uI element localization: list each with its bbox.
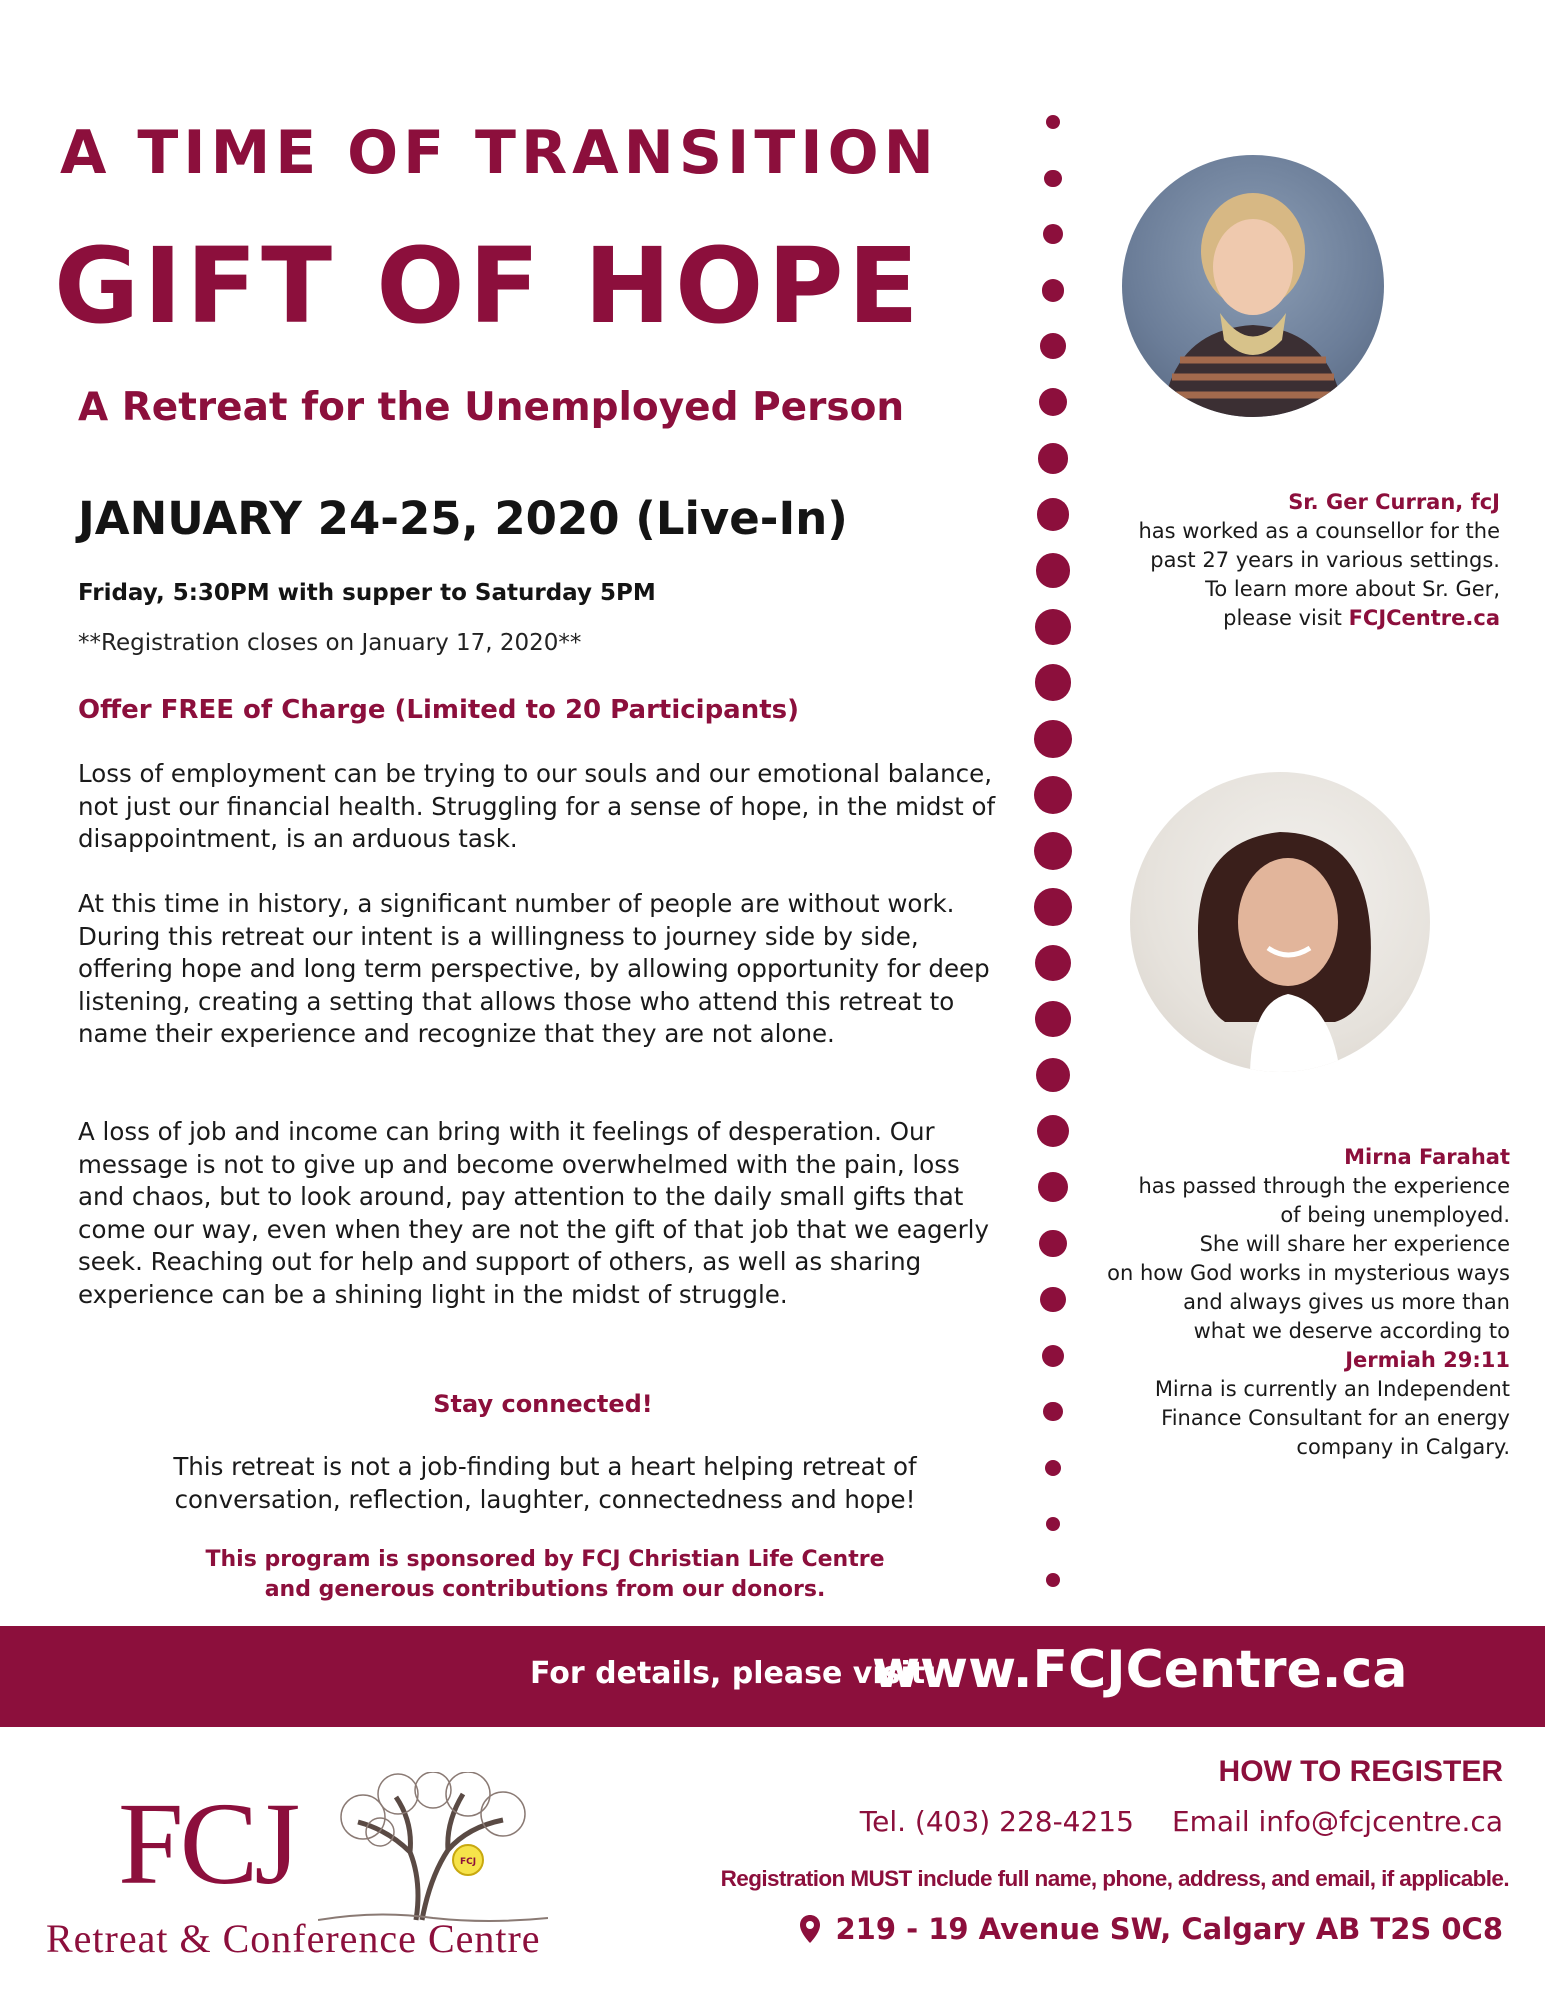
body-paragraph-1: Loss of employment can be trying to our souls and our emotional balance, not just our financial health. Struggling for a sense of hope, in the midst of disappointment, is an arduous task. — [78, 759, 996, 853]
contact-line — [860, 1805, 1503, 1838]
registration-requirements: Registration MUST include full name, phone, address, and email, if applicable. — [720, 1866, 1509, 1891]
divider-dot — [1046, 1573, 1060, 1587]
speaker-name: Mirna Farahat — [1344, 1145, 1510, 1169]
bio-line: has worked as a counsellor for the — [1138, 519, 1500, 543]
speaker-bio-1 — [1040, 488, 1500, 633]
stay-connected-heading: Stay connected! — [433, 1390, 653, 1418]
divider-dot — [1038, 443, 1069, 474]
banner-lead-text: For details, please visit: — [530, 1656, 938, 1691]
logo-tree-icon — [318, 1772, 548, 1922]
closing-statement: This retreat is not a job-finding but a heart helping retreat of conversation, reflection, laughter, connectedness and hope! — [173, 1452, 917, 1514]
divider-dot — [1039, 388, 1067, 416]
divider-dot — [1035, 664, 1072, 701]
divider-dot — [1042, 279, 1065, 302]
bio-link-prefix: please visit — [1223, 606, 1349, 630]
kicker-heading: A TIME OF TRANSITION — [60, 118, 939, 188]
subtitle: A Retreat for the Unemployed Person — [78, 385, 905, 430]
divider-dot — [1046, 115, 1060, 129]
divider-dot — [1034, 888, 1071, 925]
address-text: 219 - 19 Avenue SW, Calgary AB T2S 0C8 — [835, 1912, 1503, 1946]
bio-line: what we deserve according to — [1193, 1319, 1510, 1343]
divider-dot — [1046, 1517, 1060, 1531]
address-line — [799, 1912, 1503, 1946]
divider-dot — [1040, 333, 1066, 359]
divider-dot — [1035, 945, 1072, 982]
email-link[interactable]: Email info@fcjcentre.ca — [1171, 1805, 1503, 1838]
sponsor-line-2: and generous contributions from our donors. — [264, 1577, 826, 1602]
bio-line: Mirna is currently an Independent — [1154, 1377, 1510, 1401]
bio-line: on how God works in mysterious ways — [1107, 1261, 1510, 1285]
offer-text: Offer FREE of Charge (Limited to 20 Participants) — [78, 695, 800, 725]
bio-line: To learn more about Sr. Ger, — [1205, 577, 1500, 601]
body-paragraph-2: At this time in history, a significant number of people are without work. During this retreat our intent is a willingness to journey side by side, offering hope and long term perspective, by allowing opportunity for deep listening, creating a setting that allows those who attend this retreat to name their experience and recognize that they are not alone. — [78, 889, 990, 1048]
body-paragraph-3: A loss of job and income can bring with it feelings of desperation. Our message is not to give up and become overwhelmed with the pain, loss and chaos, but to look around, pay attention to the daily small gifts that come our way, even when they are not the gift of that job that we eagerly seek. Reaching out for help and support of others, as well as sharing experience can be a shining light in the midst of struggle. — [78, 1117, 989, 1309]
bio-link-line — [1040, 604, 1500, 633]
logo-badge-text: FCJ — [459, 1857, 477, 1867]
bio-line: and always gives us more than — [1183, 1290, 1510, 1314]
speaker-photo-mirna-farahat — [1130, 772, 1430, 1072]
website-link[interactable]: FCJCentre.ca — [1348, 606, 1500, 630]
speaker-photo-ger-curran — [1122, 155, 1384, 417]
bio-line: She will share her experience — [1199, 1232, 1510, 1256]
bible-verse: Jermiah 29:11 — [1345, 1348, 1510, 1372]
page-title: GIFT OF HOPE — [54, 225, 923, 347]
sponsor-note — [120, 1545, 970, 1605]
website-banner — [0, 1626, 1545, 1727]
speaker-name: Sr. Ger Curran, fcJ — [1288, 490, 1500, 514]
divider-dot — [1045, 1460, 1061, 1476]
logo-subtitle: Retreat & Conference Centre — [46, 1916, 541, 1961]
bio-line: of being unemployed. — [1280, 1203, 1510, 1227]
divider-dot — [1036, 1058, 1070, 1092]
divider-dot — [1044, 170, 1061, 187]
divider-dot — [1034, 832, 1072, 870]
divider-dot — [1034, 720, 1072, 758]
registration-deadline: **Registration closes on January 17, 2020** — [78, 630, 582, 656]
bio-line: company in Calgary. — [1296, 1435, 1510, 1459]
bio-line: has passed through the experience — [1138, 1174, 1510, 1198]
divider-dot — [1034, 776, 1072, 814]
divider-dot — [1035, 1001, 1071, 1037]
how-to-register-heading: HOW TO REGISTER — [1218, 1755, 1503, 1788]
logo-wordmark: FCJ — [118, 1778, 297, 1909]
speaker-bio-2 — [1030, 1143, 1510, 1462]
phone-number[interactable]: Tel. (403) 228-4215 — [859, 1805, 1134, 1838]
bio-line: Finance Consultant for an energy — [1161, 1406, 1510, 1430]
divider-dot — [1043, 224, 1063, 244]
sponsor-line-1: This program is sponsored by FCJ Christian Life Centre — [205, 1547, 885, 1572]
bio-line: past 27 years in various settings. — [1150, 548, 1500, 572]
location-pin-icon — [799, 1914, 821, 1944]
banner-website-link[interactable]: www.FCJCentre.ca — [872, 1640, 1408, 1700]
event-date: JANUARY 24-25, 2020 (Live-In) — [78, 492, 848, 545]
event-schedule: Friday, 5:30PM with supper to Saturday 5PM — [78, 580, 656, 606]
